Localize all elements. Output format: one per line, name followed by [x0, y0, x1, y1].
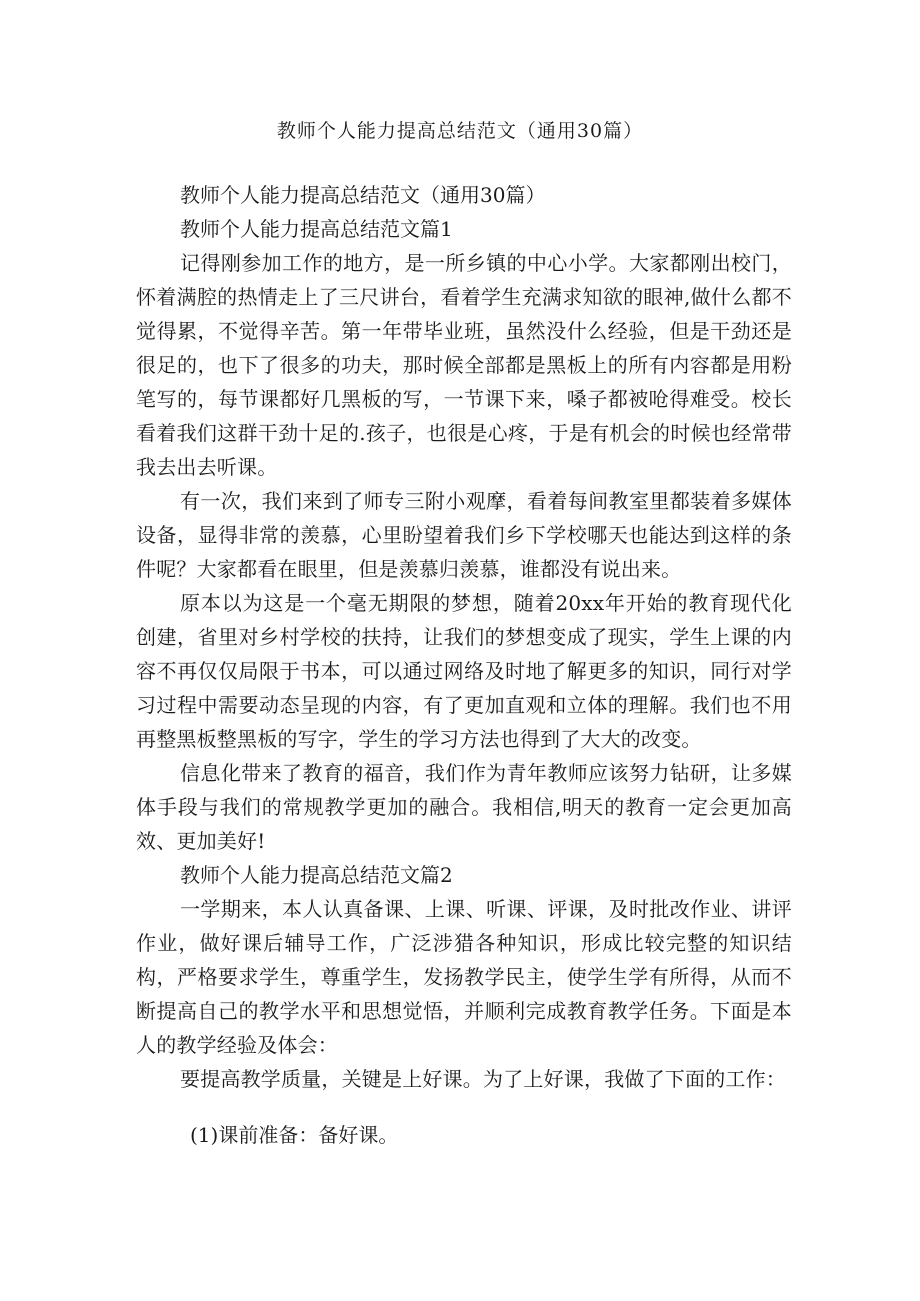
paragraph: 记得刚参加工作的地方，是一所乡镇的中心小学。大家都刚出校门，怀着满腔的热情走上了三尺讲台，看着学生充满求知欲的眼神,做什么都不觉得累，不觉得辛苦。第一年带毕业班，虽然没什么经验，但是干劲还是很足的，也下了很多的功夫，那时候全部都是黑板上的所有内容都是用粉笔写的，每节课都好几黑板的写，一节课下来，嗓子都被呛得难受。校长看着我们这群干劲十足的.孩子，也很是心疼，于是有机会的时候也经常带我去出去听课。 [136, 251, 792, 479]
section-heading-2: 教师个人能力提高总结范文篇2 [180, 863, 453, 887]
document-body [136, 178, 792, 1152]
paragraph: 一学期来，本人认真备课、上课、听课、评课，及时批改作业、讲评作业，做好课后辅导工作，广泛涉猎各种知识，形成比较完整的知识结构，严格要求学生，尊重学生，发扬教学民主，使学生学有所得，从而不断提高自己的教学水平和思想觉悟，并顺利完成教育教学任务。下面是本人的教学经验及体会： [136, 897, 792, 1057]
paragraph: 原本以为这是一个毫无期限的梦想，随着20xx年开始的教育现代化创建，省里对乡村学校的扶持，让我们的梦想变成了现实，学生上课的内容不再仅仅局限于书本，可以通过网络及时地了解更多的知识，同行对学习过程中需要动态呈现的内容，有了更加直观和立体的理解。我们也不用再整黑板整黑板的写字，学生的学习方法也得到了大大的改变。 [136, 591, 792, 751]
paragraph: 信息化带来了教育的福音，我们作为青年教师应该努力钻研，让多媒体手段与我们的常规教学更加的融合。我相信,明天的教育一定会更加高效、更加美好! [136, 761, 792, 853]
paragraph: 要提高教学质量，关键是上好课。为了上好课，我做了下面的工作： [180, 1067, 786, 1091]
document-subtitle: 教师个人能力提高总结范文（通用30篇） [180, 183, 546, 207]
list-item: (1)课前准备：备好课。 [190, 1123, 399, 1147]
paragraph: 有一次，我们来到了师专三附小观摩，看着每间教室里都装着多媒体设备，显得非常的羡慕，心里盼望着我们乡下学校哪天也能达到这样的条件呢？大家都看在眼里，但是羡慕归羡慕，谁都没有说出来。 [136, 489, 792, 581]
document-title: 教师个人能力提高总结范文（通用30篇） [276, 120, 644, 142]
section-heading-1: 教师个人能力提高总结范文篇1 [180, 217, 453, 241]
